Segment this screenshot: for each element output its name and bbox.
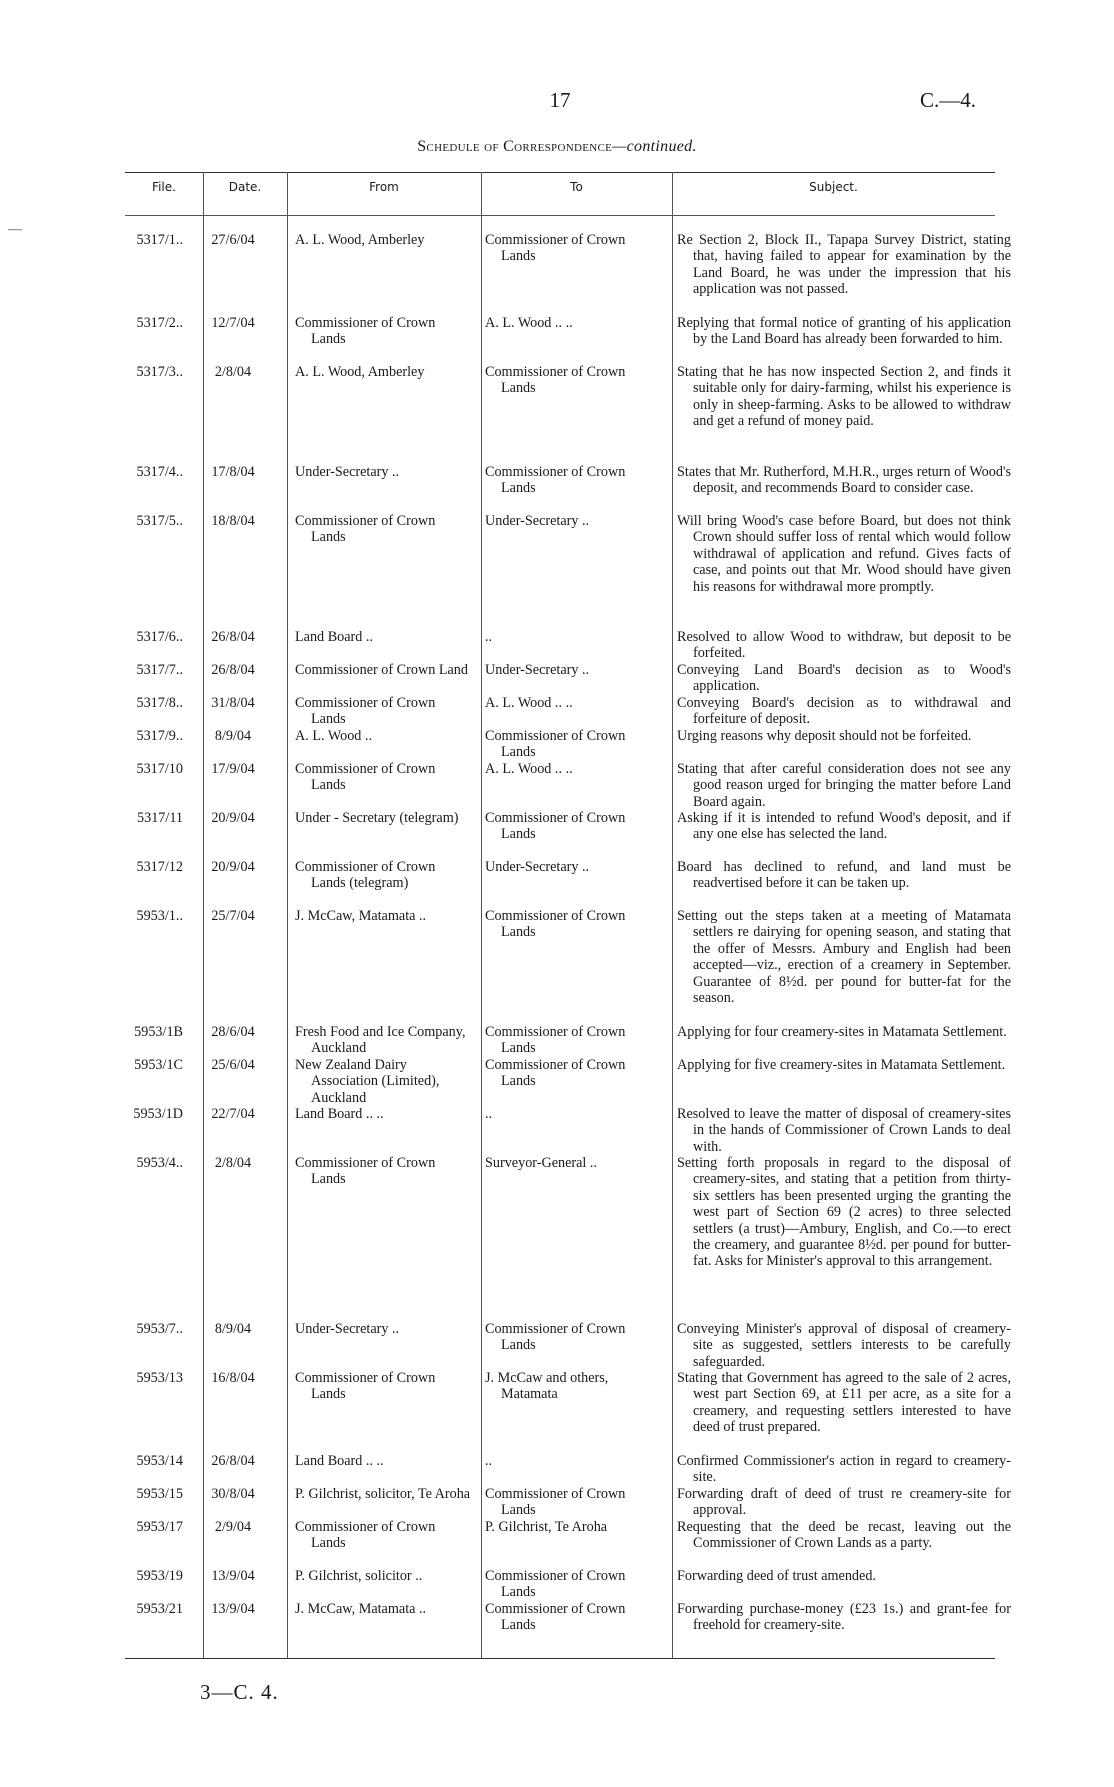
to-cell: Commissioner of Crown Lands bbox=[485, 1486, 626, 1519]
file-cell: 5317/4.. bbox=[136, 464, 183, 480]
table-row bbox=[125, 761, 1011, 810]
footer-signature: 3—C. 4. bbox=[200, 1680, 279, 1704]
file-cell: 5317/6.. bbox=[136, 629, 183, 645]
date-cell: 18/8/04 bbox=[211, 513, 255, 529]
date-cell: 26/8/04 bbox=[211, 1453, 255, 1469]
file-cell: 5953/1D bbox=[133, 1106, 183, 1122]
date-cell: 13/9/04 bbox=[211, 1568, 255, 1584]
from-cell: J. McCaw, Matamata .. bbox=[295, 1601, 427, 1617]
from-cell: P. Gilchrist, solicitor .. bbox=[295, 1568, 423, 1584]
subject-cell: Applying for four creamery-sites in Matamata Settlement. bbox=[677, 1024, 1007, 1040]
date-cell: 17/9/04 bbox=[211, 761, 255, 777]
from-cell: P. Gilchrist, solicitor, Te Aroha bbox=[295, 1486, 471, 1502]
date-cell: 20/9/04 bbox=[211, 810, 255, 826]
subject-cell: Re Section 2, Block II., Tapapa Survey District, stating that, having failed to appear for examination by the Land Board, he was under the impression that his application was not passed. bbox=[677, 232, 1011, 298]
column-header-date: Date. bbox=[228, 180, 262, 194]
from-cell: Commissioner of Crown Land bbox=[295, 662, 468, 678]
date-cell: 30/8/04 bbox=[211, 1486, 255, 1502]
from-cell: Commissioner of Crown Lands bbox=[295, 315, 436, 348]
to-cell: A. L. Wood .. .. bbox=[485, 761, 573, 777]
from-cell: Fresh Food and Ice Company, Auckland bbox=[295, 1024, 466, 1057]
subject-cell: Requesting that the deed be recast, leaving out the Commissioner of Crown Lands as a party. bbox=[677, 1519, 1011, 1552]
table-row bbox=[125, 810, 1011, 859]
to-cell: Commissioner of Crown Lands bbox=[485, 728, 626, 761]
to-cell: Commissioner of Crown Lands bbox=[485, 1568, 626, 1601]
table-row bbox=[125, 1106, 1011, 1155]
from-cell: Land Board .. .. bbox=[295, 1106, 384, 1122]
table-row bbox=[125, 513, 1011, 629]
table-row bbox=[125, 1519, 1011, 1568]
from-cell: A. L. Wood .. bbox=[295, 728, 373, 744]
subject-cell: Stating that he has now inspected Section 2, and finds it suitable only for dairy-farming, whilst his experience is only in sheep-farming. Asks to be allowed to withdraw and get a refund of money paid. bbox=[677, 364, 1011, 430]
subject-cell: Conveying Land Board's decision as to Wood's application. bbox=[677, 662, 1011, 695]
from-cell: J. McCaw, Matamata .. bbox=[295, 908, 427, 924]
date-cell: 8/9/04 bbox=[214, 1321, 252, 1337]
table-row bbox=[125, 629, 1011, 662]
to-cell: Commissioner of Crown Lands bbox=[485, 810, 626, 843]
to-cell: Under-Secretary .. bbox=[485, 662, 590, 678]
table-row bbox=[125, 1370, 1011, 1453]
to-cell: Commissioner of Crown Lands bbox=[485, 1057, 626, 1090]
subject-cell: Resolved to allow Wood to withdraw, but deposit to be forfeited. bbox=[677, 629, 1011, 662]
file-cell: 5953/13 bbox=[136, 1370, 183, 1386]
date-cell: 25/6/04 bbox=[211, 1057, 255, 1073]
to-cell: A. L. Wood .. .. bbox=[485, 315, 573, 331]
date-cell: 2/8/04 bbox=[214, 364, 252, 380]
from-cell: Land Board .. bbox=[295, 629, 374, 645]
table-bottom-rule bbox=[125, 1658, 995, 1659]
subject-cell: Conveying Minister's approval of disposal of creamery-site as suggested, settlers interests to be carefully safeguarded. bbox=[677, 1321, 1011, 1370]
table-row bbox=[125, 859, 1011, 908]
to-cell: Commissioner of Crown Lands bbox=[485, 908, 626, 941]
from-cell: Land Board .. .. bbox=[295, 1453, 384, 1469]
column-header-from: From bbox=[369, 180, 399, 194]
to-cell: Under-Secretary .. bbox=[485, 859, 590, 875]
file-cell: 5953/14 bbox=[136, 1453, 183, 1469]
subject-cell: Conveying Board's decision as to withdrawal and forfeiture of deposit. bbox=[677, 695, 1011, 728]
table-row bbox=[125, 232, 1011, 315]
to-cell: .. bbox=[485, 629, 493, 645]
file-cell: 5953/1C bbox=[134, 1057, 183, 1073]
date-cell: 22/7/04 bbox=[211, 1106, 255, 1122]
file-cell: 5953/4.. bbox=[136, 1155, 183, 1171]
to-cell: Commissioner of Crown Lands bbox=[485, 364, 626, 397]
subject-cell: Forwarding deed of trust amended. bbox=[677, 1568, 876, 1584]
subject-cell: States that Mr. Rutherford, M.H.R., urges return of Wood's deposit, and recommends Board to consider case. bbox=[677, 464, 1011, 497]
date-cell: 12/7/04 bbox=[211, 315, 255, 331]
table-row bbox=[125, 1057, 1006, 1106]
file-cell: 5953/1.. bbox=[136, 908, 183, 924]
date-cell: 31/8/04 bbox=[211, 695, 255, 711]
date-cell: 2/8/04 bbox=[214, 1155, 252, 1171]
to-cell: Surveyor-General .. bbox=[485, 1155, 597, 1171]
file-cell: 5317/3.. bbox=[136, 364, 183, 380]
subject-cell: Setting out the steps taken at a meeting of Matamata settlers re dairying for opening season, and stating that the offer of Messrs. Ambury and English had been accepted—viz., erection of a creamery in September. Guarantee of 8½d. per pound for butter-fat for the season. bbox=[677, 908, 1011, 1007]
title-suffix: —continued. bbox=[612, 138, 697, 155]
to-cell: .. bbox=[485, 1453, 493, 1469]
date-cell: 26/8/04 bbox=[211, 662, 255, 678]
file-cell: 5953/19 bbox=[136, 1568, 183, 1584]
subject-cell: Setting forth proposals in regard to the disposal of creamery-sites, and stating that a petition from thirty-six settlers has been presented urging the granting the west part of Section 69 (2 acres) to three selected settlers (a trust)—Ambury, English, and Co.—to erect the creamery, and guarantee 8½d. per pound for butter-fat. Asks for Minister's approval to this arrangement. bbox=[677, 1155, 1011, 1270]
table-row bbox=[125, 364, 1011, 464]
column-header-subject: Subject. bbox=[809, 180, 858, 194]
page-number: 17 bbox=[549, 88, 571, 112]
date-cell: 26/8/04 bbox=[211, 629, 255, 645]
file-cell: 5317/2.. bbox=[136, 315, 183, 331]
from-cell: Commissioner of Crown Lands bbox=[295, 513, 436, 546]
file-cell: 5317/11 bbox=[137, 810, 183, 826]
file-cell: 5317/7.. bbox=[136, 662, 183, 678]
file-cell: 5317/12 bbox=[136, 859, 183, 875]
subject-cell: Asking if it is intended to refund Wood's deposit, and if any one else has selected the land. bbox=[677, 810, 1011, 843]
to-cell: Commissioner of Crown Lands bbox=[485, 464, 626, 497]
table-row bbox=[125, 662, 1011, 695]
document-code: C.—4. bbox=[920, 88, 977, 112]
from-cell: Under-Secretary .. bbox=[295, 464, 400, 480]
margin-mark: — bbox=[8, 222, 22, 237]
to-cell: Commissioner of Crown Lands bbox=[485, 1024, 626, 1057]
subject-cell: Forwarding draft of deed of trust re creamery-site for approval. bbox=[677, 1486, 1011, 1519]
to-cell: P. Gilchrist, Te Aroha bbox=[485, 1519, 608, 1535]
table-row bbox=[125, 908, 1011, 1024]
table-row bbox=[125, 695, 1011, 728]
to-cell: J. McCaw and others, Matamata bbox=[485, 1370, 609, 1403]
table-row bbox=[125, 1453, 1011, 1486]
from-cell: A. L. Wood, Amberley bbox=[295, 364, 425, 380]
page-title bbox=[0, 138, 1114, 156]
subject-cell: Stating that Government has agreed to the sale of 2 acres, west part Section 69, at £11 per acre, as a site for a creamery, and requesting settlers interested to have deed of trust prepared. bbox=[677, 1370, 1011, 1436]
from-cell: Commissioner of Crown Lands bbox=[295, 761, 436, 794]
date-cell: 8/9/04 bbox=[214, 728, 252, 744]
file-cell: 5317/10 bbox=[136, 761, 183, 777]
file-cell: 5317/5.. bbox=[136, 513, 183, 529]
from-cell: Commissioner of Crown Lands bbox=[295, 695, 436, 728]
date-cell: 2/9/04 bbox=[214, 1519, 252, 1535]
table-row bbox=[125, 1486, 1011, 1519]
file-cell: 5953/15 bbox=[136, 1486, 183, 1502]
table-row bbox=[125, 1155, 1011, 1321]
table-top-rule bbox=[125, 172, 995, 173]
file-cell: 5317/9.. bbox=[136, 728, 183, 744]
subject-cell: Urging reasons why deposit should not be forfeited. bbox=[677, 728, 972, 744]
date-cell: 20/9/04 bbox=[211, 859, 255, 875]
subject-cell: Board has declined to refund, and land must be readvertised before it can be taken up. bbox=[677, 859, 1011, 892]
table-row bbox=[125, 315, 1011, 364]
date-cell: 17/8/04 bbox=[211, 464, 255, 480]
from-cell: Commissioner of Crown Lands (telegram) bbox=[295, 859, 436, 892]
column-header-file: File. bbox=[152, 180, 176, 194]
from-cell: Commissioner of Crown Lands bbox=[295, 1519, 436, 1552]
subject-cell: Stating that after careful consideration does not see any good reason urged for bringing the matter before Land Board again. bbox=[677, 761, 1011, 810]
from-cell: New Zealand Dairy Association (Limited), Auckland bbox=[295, 1057, 440, 1106]
file-cell: 5953/21 bbox=[136, 1601, 183, 1617]
to-cell: Commissioner of Crown Lands bbox=[485, 1321, 626, 1354]
to-cell: A. L. Wood .. .. bbox=[485, 695, 573, 711]
date-cell: 27/6/04 bbox=[211, 232, 255, 248]
file-cell: 5317/1.. bbox=[136, 232, 183, 248]
subject-cell: Confirmed Commissioner's action in regard to creamery-site. bbox=[677, 1453, 1011, 1486]
file-cell: 5953/1B bbox=[134, 1024, 183, 1040]
table-row bbox=[125, 1601, 1011, 1641]
from-cell: Commissioner of Crown Lands bbox=[295, 1370, 436, 1403]
from-cell: Under - Secretary (telegram) bbox=[295, 810, 459, 826]
subject-cell: Forwarding purchase-money (£23 1s.) and grant-fee for freehold for creamery-site. bbox=[677, 1601, 1011, 1634]
table-row bbox=[125, 728, 995, 761]
to-cell: Under-Secretary .. bbox=[485, 513, 590, 529]
from-cell: Under-Secretary .. bbox=[295, 1321, 400, 1337]
correspondence-table bbox=[125, 232, 1011, 1641]
table-row bbox=[125, 1024, 1007, 1057]
title-main: Schedule of Correspondence bbox=[417, 138, 613, 155]
date-cell: 28/6/04 bbox=[211, 1024, 255, 1040]
to-cell: Commissioner of Crown Lands bbox=[485, 1601, 626, 1634]
file-cell: 5953/7.. bbox=[136, 1321, 183, 1337]
table-header-rule bbox=[125, 215, 995, 216]
file-cell: 5317/8.. bbox=[136, 695, 183, 711]
to-cell: .. bbox=[485, 1106, 493, 1122]
table-row bbox=[125, 1568, 995, 1601]
subject-cell: Applying for five creamery-sites in Matamata Settlement. bbox=[677, 1057, 1006, 1073]
file-cell: 5953/17 bbox=[136, 1519, 183, 1535]
table-row bbox=[125, 1321, 1011, 1370]
table-row bbox=[125, 464, 1011, 513]
date-cell: 16/8/04 bbox=[211, 1370, 255, 1386]
to-cell: Commissioner of Crown Lands bbox=[485, 232, 626, 265]
from-cell: Commissioner of Crown Lands bbox=[295, 1155, 436, 1188]
from-cell: A. L. Wood, Amberley bbox=[295, 232, 425, 248]
column-header-to: To bbox=[570, 180, 583, 194]
subject-cell: Will bring Wood's case before Board, but does not think Crown should suffer loss of rental which would follow withdrawal of application and refund. Gives facts of case, and points out that Mr. Wood should have given his reasons for withdrawal more promptly. bbox=[677, 513, 1011, 595]
date-cell: 25/7/04 bbox=[211, 908, 255, 924]
subject-cell: Resolved to leave the matter of disposal of creamery-sites in the hands of Commissioner of Crown Lands to deal with. bbox=[677, 1106, 1011, 1155]
date-cell: 13/9/04 bbox=[211, 1601, 255, 1617]
subject-cell: Replying that formal notice of granting of his application by the Land Board has already been forwarded to him. bbox=[677, 315, 1011, 348]
